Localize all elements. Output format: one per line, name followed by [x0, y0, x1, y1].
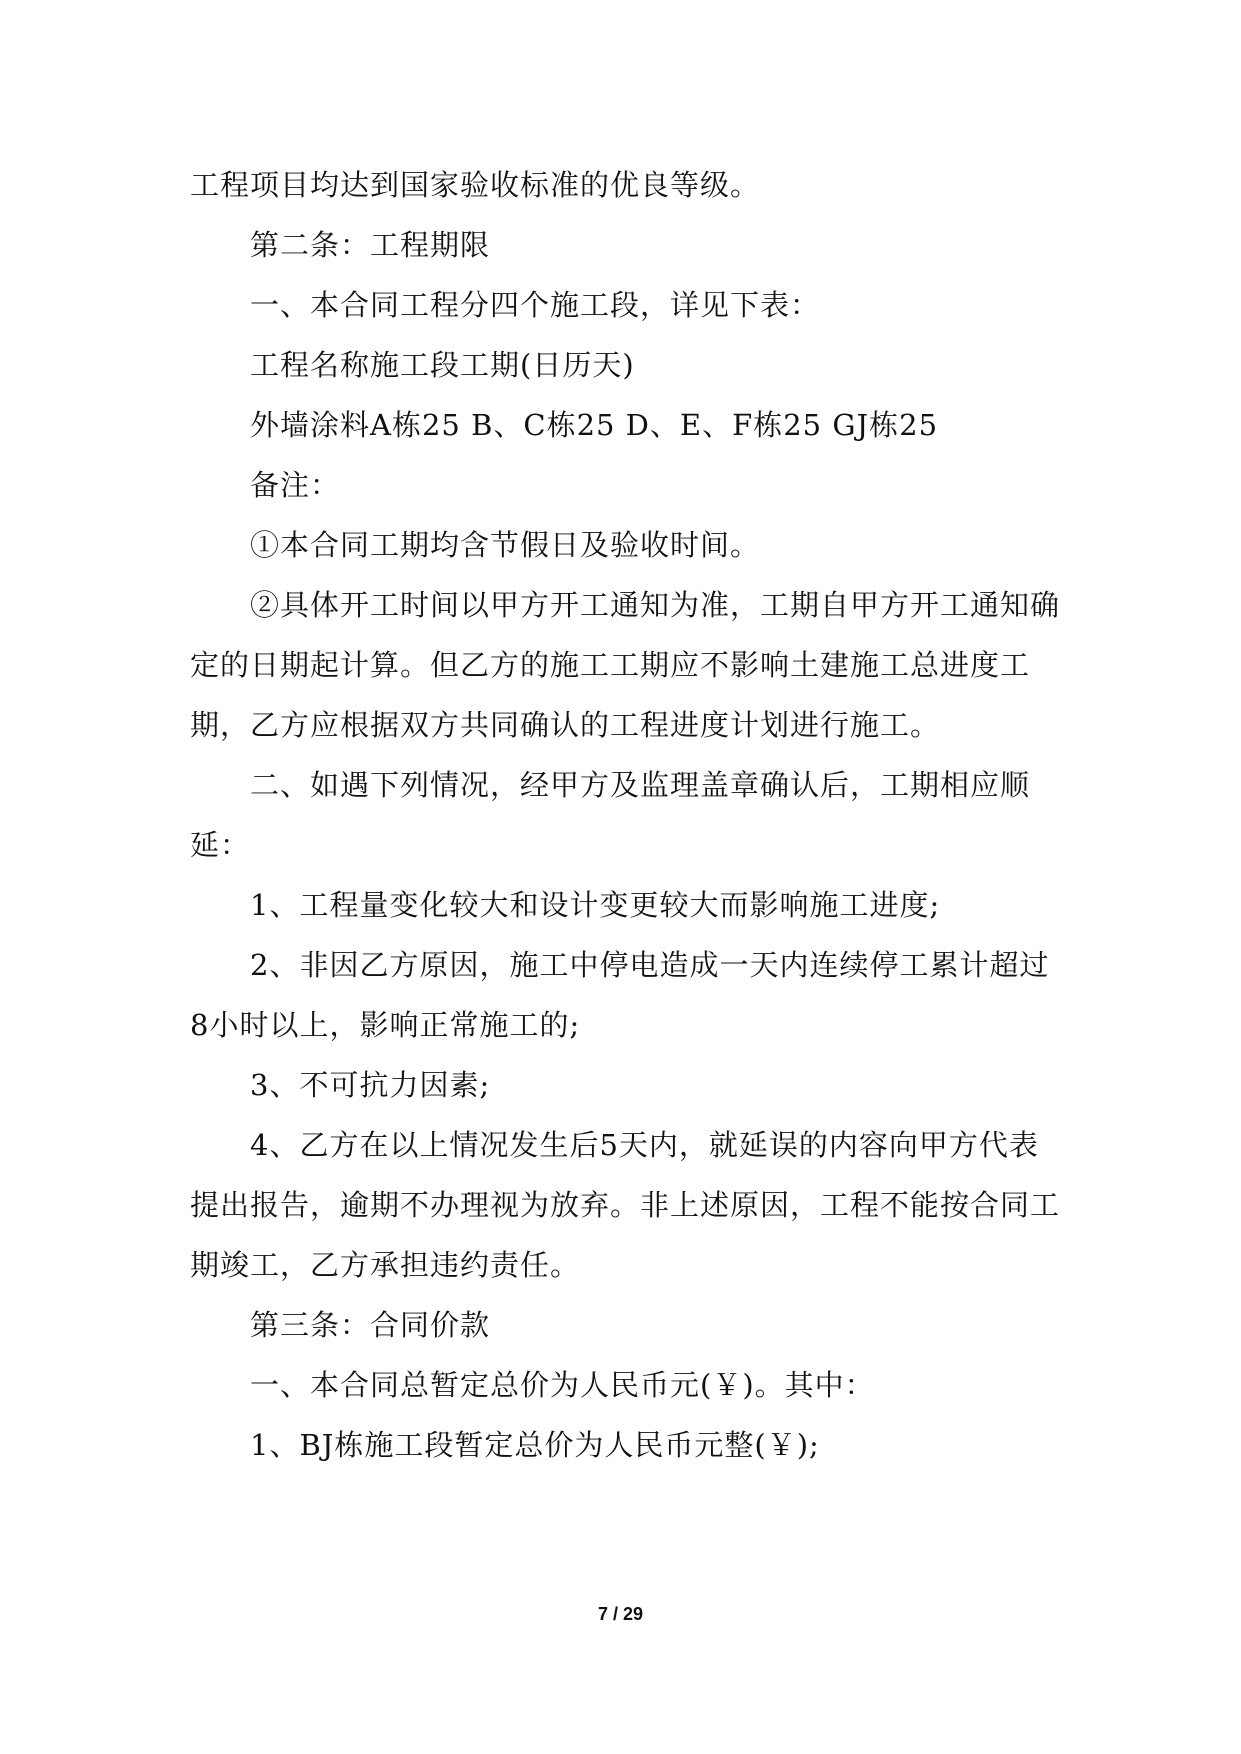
note-label: 备注： — [250, 468, 341, 502]
paragraph-continuation: 工程项目均达到国家验收标准的优良等级。 — [190, 168, 761, 202]
paragraph: 一、本合同工程分四个施工段，详见下表： — [250, 288, 821, 322]
paragraph: 二、如遇下列情况，经甲方及监理盖章确认后，工期相应顺延： — [190, 768, 1031, 862]
note-item: ①本合同工期均含节假日及验收时间。 — [250, 528, 761, 562]
list-item: 1、BJ栋施工段暂定总价为人民币元整(￥); — [250, 1428, 820, 1462]
list-item: 2、非因乙方原因，施工中停电造成一天内连续停工累计超过8小时以上，影响正常施工的; — [190, 948, 1050, 1042]
note-item: ②具体开工时间以甲方开工通知为准，工期自甲方开工通知确定的日期起计算。但乙方的施工工期应不影响土建施工总进度工期，乙方应根据双方共同确认的工程进度计划进行施工。 — [190, 588, 1061, 742]
article-2-heading: 第二条：工程期限 — [250, 228, 491, 262]
list-item: 4、乙方在以上情况发生后5天内，就延误的内容向甲方代表提出报告，逾期不办理视为放弃。非上述原因，工程不能按合同工期竣工，乙方承担违约责任。 — [190, 1128, 1061, 1282]
page-number: 7 / 29 — [597, 1604, 644, 1624]
table-row-line: 外墙涂料A栋25 B、C栋25 D、E、F栋25 GJ栋25 — [250, 408, 939, 442]
article-3-heading: 第三条：合同价款 — [250, 1308, 491, 1342]
list-item: 3、不可抗力因素; — [250, 1068, 491, 1102]
table-header-line: 工程名称施工段工期(日历天) — [250, 348, 635, 382]
document-body — [190, 155, 1062, 1475]
list-item: 1、工程量变化较大和设计变更较大而影响施工进度; — [250, 888, 941, 922]
paragraph: 一、本合同总暂定总价为人民币元(￥)。其中： — [250, 1368, 875, 1402]
